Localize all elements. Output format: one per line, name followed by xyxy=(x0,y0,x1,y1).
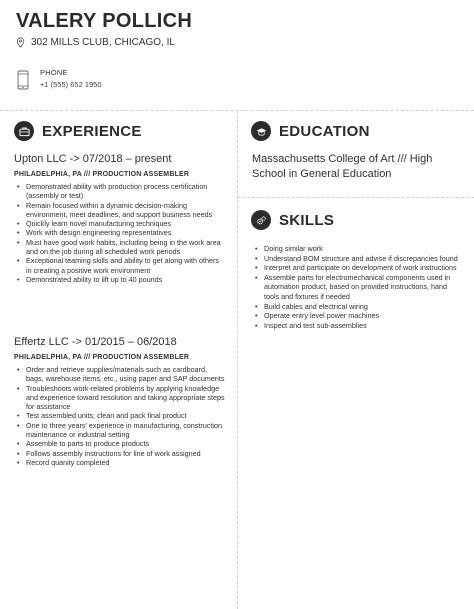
list-item: • One to three years' experience in manufacturing, construction maintenance or industrial setting xyxy=(14,421,226,440)
job-entry xyxy=(14,153,226,284)
job-title: Upton LLC -> 07/2018 – present xyxy=(14,153,172,165)
list-item: • Operate entry level power machines xyxy=(252,311,464,321)
address xyxy=(16,37,175,48)
job-title: Effertz LLC -> 01/2015 – 06/2018 xyxy=(14,336,177,348)
list-item: • Demonstrated ability to lift up to 40 pounds xyxy=(14,275,226,284)
education-title: EDUCATION xyxy=(279,122,370,140)
education-divider xyxy=(237,197,474,198)
list-item: • Interpret and participate on development of work instructions xyxy=(252,263,464,273)
education-entry: Massachusetts College of Art /// High School in General Education xyxy=(252,153,433,180)
list-item: • Exceptional teaming skills and ability to get along with others in creating a positive work environment xyxy=(14,256,226,275)
education-heading xyxy=(251,121,370,141)
candidate-name: VALERY POLLICH xyxy=(16,10,193,32)
job-bullets xyxy=(14,365,226,467)
list-item: • Follows assembly instructions for line of work assigned xyxy=(14,449,226,458)
experience-title: EXPERIENCE xyxy=(42,122,142,140)
list-item: • Order and retrieve supplies/materials such as cardboard, bags, warehouse items, etc., using paper and SAP documents xyxy=(14,365,226,384)
list-item: • Demonstrated ability with production process certification (assembly or test) xyxy=(14,182,226,201)
location-pin-icon xyxy=(16,37,25,48)
skills-heading xyxy=(251,210,334,230)
job-bullets xyxy=(14,182,226,284)
list-item: • Work with design engineering representatives xyxy=(14,228,226,237)
skills-title: SKILLS xyxy=(279,211,335,229)
job-location: PHILADELPHIA, PA /// PRODUCTION ASSEMBLER xyxy=(14,171,190,178)
gears-icon xyxy=(256,215,267,226)
list-item: • Must have good work habits, including being in the work area and on the job during all scheduled work periods xyxy=(14,238,226,257)
briefcase-icon xyxy=(19,126,30,137)
list-item: • Build cables and electrical wiring xyxy=(252,302,464,312)
phone-label: PHONE xyxy=(40,68,68,77)
experience-heading xyxy=(14,121,142,141)
list-item: • Quickly learn novel manufacturing techniques xyxy=(14,219,226,228)
phone-icon xyxy=(16,70,30,90)
list-item: • Assemble parts for electromechanical components used in automation product, based on provided instructions, hand tools and fixtures if needed xyxy=(252,273,464,302)
phone-value: +1 (555) 652 1950 xyxy=(40,80,102,89)
column-divider xyxy=(237,110,238,609)
list-item: • Troubleshoots work-related problems by applying knowledge and experience toward resolution and taking appropriate steps for assistance xyxy=(14,384,226,412)
list-item: • Understand BOM structure and advise if discrepancies found xyxy=(252,254,464,264)
list-item: • Doing similar work xyxy=(252,244,464,254)
skills-list xyxy=(252,240,464,330)
contact-phone xyxy=(16,68,102,90)
list-item: • Record quanity completed xyxy=(14,458,226,467)
graduation-cap-icon xyxy=(256,126,267,137)
list-item: • Assemble to parts to produce products xyxy=(14,439,226,448)
list-item: • Test assembled units; clean and pack final product xyxy=(14,411,226,420)
job-location: PHILADELPHIA, PA /// PRODUCTION ASSEMBLER xyxy=(14,354,190,361)
list-item: • Remain focused within a dynamic decision-making environment, meet deadlines, and support business needs xyxy=(14,201,226,220)
job-entry xyxy=(14,336,226,467)
list-item: • Inspect and test sub-assemblies xyxy=(252,321,464,331)
address-text: 302 MILLS CLUB, CHICAGO, IL xyxy=(31,37,175,48)
